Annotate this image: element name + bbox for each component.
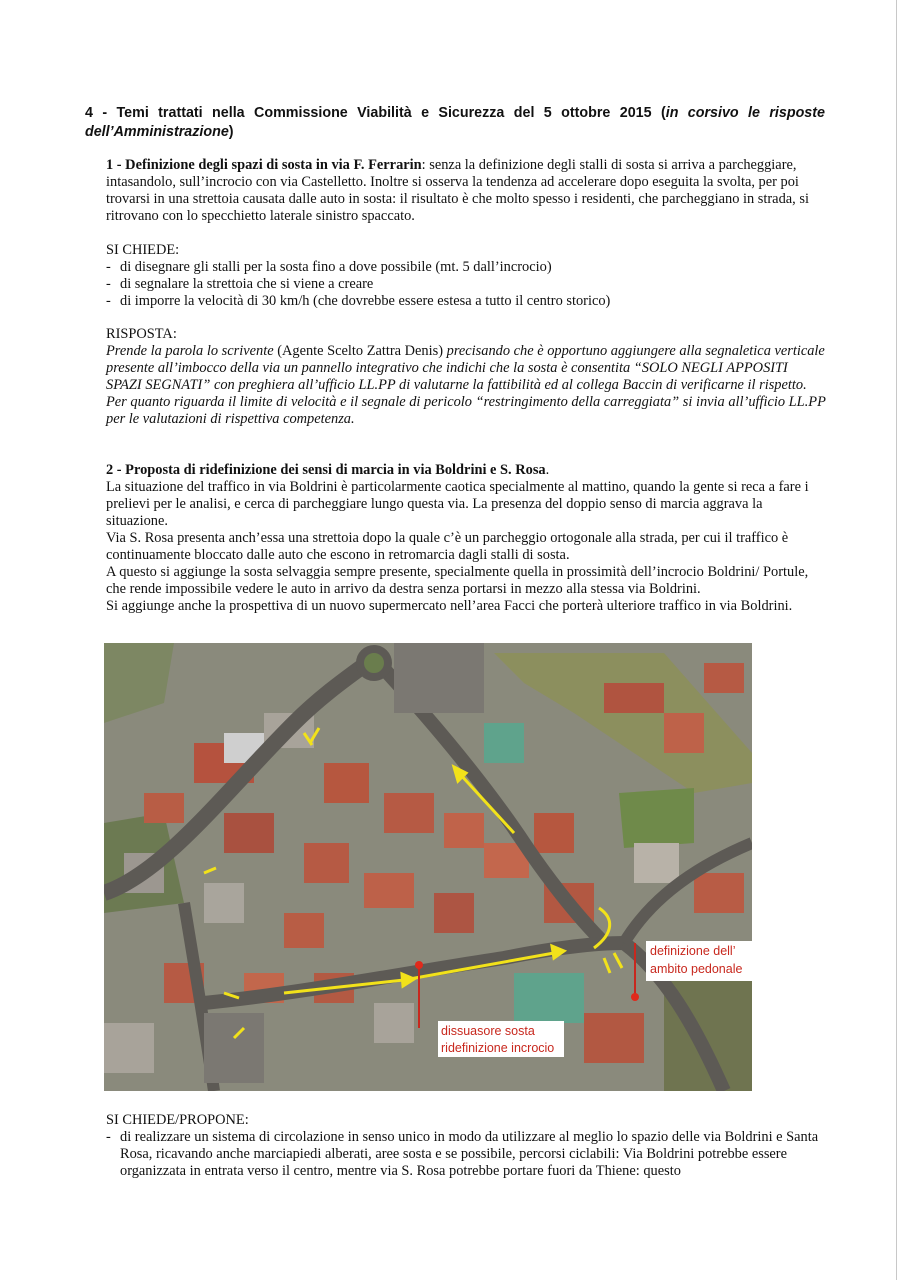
paragraph: Via S. Rosa presenta anch’essa una strettoia dopo la quale c’è un parcheggio ortogonale alla strada, per cui il traffico è continuamente bloccato dalle auto che escono in retromarcia dagli stalli di sosta.	[106, 530, 789, 563]
section-1-answer	[106, 326, 826, 428]
section-2-asks-label: SI CHIEDE/PROPONE:	[106, 1112, 249, 1128]
section-2-proposal-list	[106, 1129, 826, 1180]
page-title	[85, 104, 825, 142]
aerial-map-photo	[104, 643, 752, 1091]
section-2	[106, 462, 826, 615]
section-1-text: : senza la definizione degli stalli di sosta si arriva a parcheggiare, intasandolo, sull’incrocio con via Castelletto. Inoltre si osserva la tendenza ad accelerare dopo eseguita la svolta, per poi trovarsi in una strettoia causata dalle auto in sosta: il risultato è che molto spesso i residenti, che parcheggiano in strada, si ritrovano con lo specchietto laterale sinistro spaccato.	[106, 157, 809, 224]
section-1-intro	[106, 157, 826, 225]
section-1-asks	[106, 242, 826, 310]
list-item: - di segnalare la strettoia che si viene a creare	[106, 276, 826, 293]
answer-part-b: (Agente Scelto Zattra Denis)	[273, 343, 447, 359]
section-1-asks-list	[106, 259, 826, 310]
map-label-deterrent-2: ridefinizione incrocio	[441, 1041, 555, 1055]
list-item: - di imporre la velocità di 30 km/h (che dovrebbe essere estesa a tutto il centro storico)	[106, 293, 826, 310]
title-main: 4 - Temi trattati nella Commissione Viabilità e Sicurezza del 5 ottobre 2015 (	[85, 105, 666, 121]
section-2-title-end: .	[545, 462, 550, 478]
map-label-pedestrian-2: ambito pedonale	[650, 962, 743, 976]
answer-part-a: Prende la parola lo scrivente	[106, 343, 274, 359]
answer-part-c: precisando che è opportuno aggiungere alla segnaletica verticale presente all’imbocco della via un pannello integrativo che indichi che la sosta è consentita “SOLO NEGLI APPOSITI SPAZI SEGNATI” con preghiera all’ufficio LL.PP di valutarne la fattibilità ed al collega Baccin di verificarne il rispetto. Per quanto riguarda il limite di velocità e il segnale di pericolo “restringimento della carreggiata” si invia all’ufficio LL.PP per le valutazioni di rispettiva competenza.	[106, 343, 826, 427]
list-item: - di disegnare gli stalli per la sosta fino a dove possibile (mt. 5 dall’incrocio)	[106, 259, 826, 276]
section-2-proposal	[106, 1112, 826, 1180]
section-1-asks-label: SI CHIEDE:	[106, 242, 180, 258]
paragraph: La situazione del traffico in via Boldrini è particolarmente caotica specialmente al mattino, quando la gente si reca a fare i prelievi per le analisi, e cerca di parcheggiare lungo questa via. La presenza del doppio senso di marcia aggrava la situazione.	[106, 479, 809, 529]
section-1-answer-label: RISPOSTA:	[106, 326, 177, 342]
title-italic-note: in corsivo le risposte dell’Amministrazione	[85, 105, 825, 140]
map-label-deterrent-1: dissuasore sosta	[441, 1024, 535, 1038]
page-edge-line	[896, 0, 897, 1280]
paragraph: A questo si aggiunge la sosta selvaggia sempre presente, specialmente quella in prossimità dell’incrocio Boldrini/ Portule, che rende impossibile vedere le auto in arrivo da destra senza portarsi in mezzo alla stessa via Boldrini.	[106, 564, 809, 597]
map-label-pedestrian-1: definizione dell’	[650, 944, 736, 958]
list-item: - di realizzare un sistema di circolazione in senso unico in modo da utilizzare al meglio lo spazio delle via Boldrini e Santa Rosa, ricavando anche marciapiedi alberati, aree sosta e se possibile, percorsi ciclabili: Via Boldrini potrebbe essere organizzata in entrata verso il centro, mentre via S. Rosa potrebbe portare fuori da Thiene: questo	[106, 1129, 826, 1180]
section-2-title: 2 - Proposta di ridefinizione dei sensi di marcia in via Boldrini e S. Rosa	[106, 462, 546, 478]
title-close: )	[228, 124, 234, 140]
paragraph: Si aggiunge anche la prospettiva di un nuovo supermercato nell’area Facci che porterà ulteriore traffico in via Boldrini.	[106, 598, 793, 614]
section-1-title: 1 - Definizione degli spazi di sosta in via F. Ferrarin	[106, 157, 422, 173]
